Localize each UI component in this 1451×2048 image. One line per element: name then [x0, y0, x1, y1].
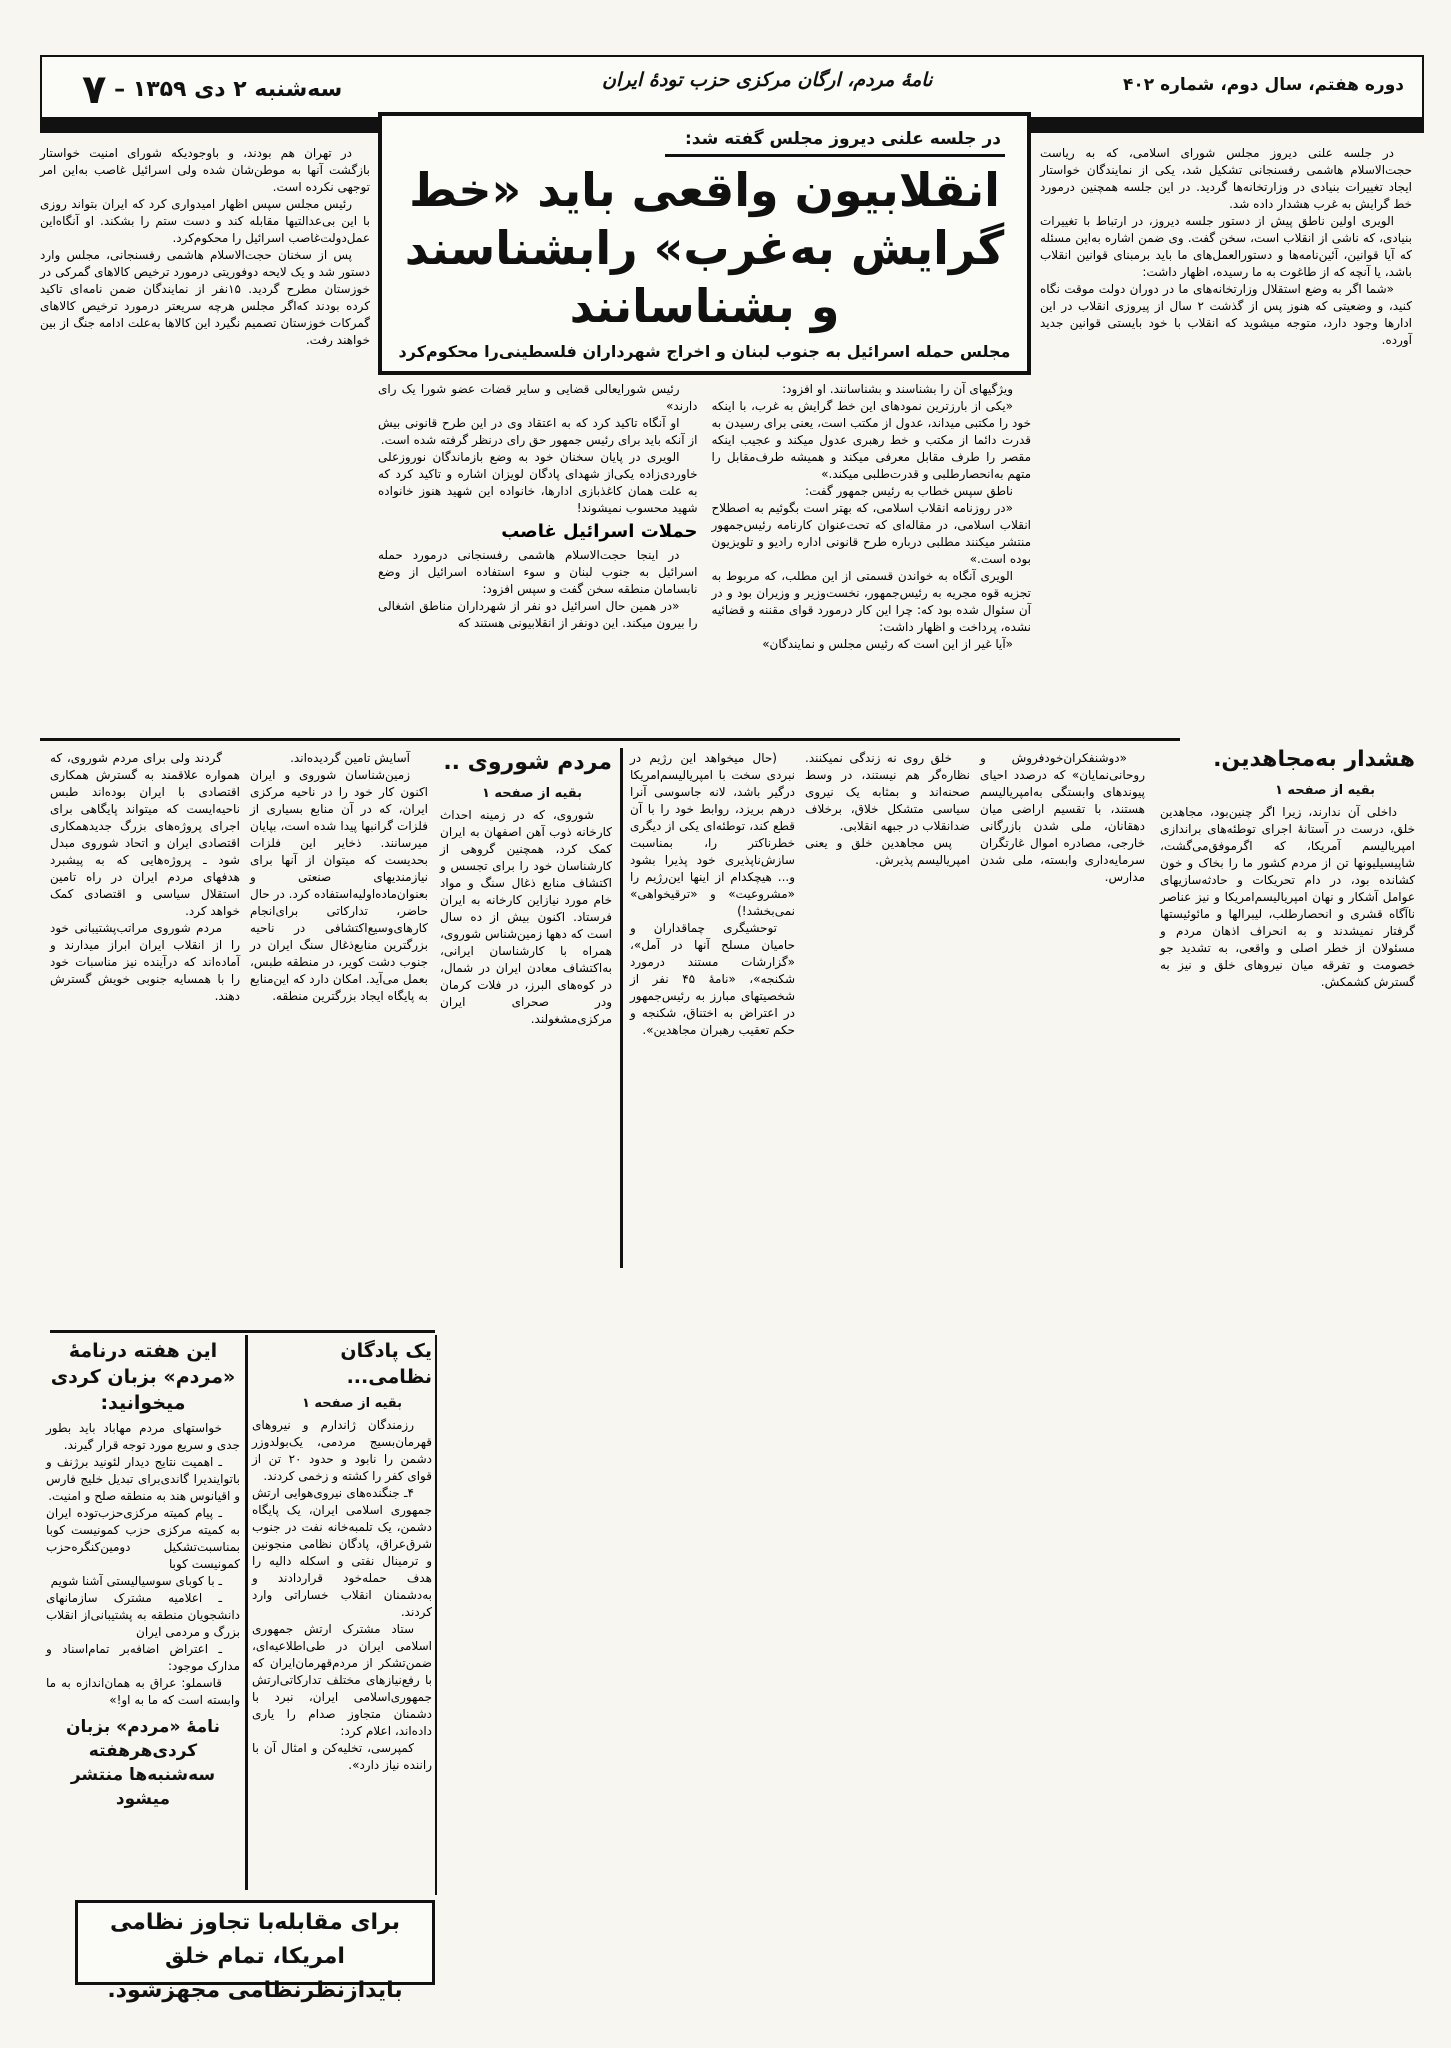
paragraph: رئیس مجلس سپس اظهار امیدواری کرد که ایران بتواند روزی با این بی‌عدالتیها مقابله کند و دست ستم را بشکند. او آنگاه‌این عمل‌دولت‌غاصب اسرائیل را محکوم‌کرد.	[40, 197, 370, 245]
subheadline: مجلس حمله اسرائیل به جنوب لبنان و اخراج شهرداران فلسطینی‌را محکوم‌کرد	[398, 342, 1011, 361]
paragraph: رئیس شورایعالی قضایی و سایر قضات عضو شورا یک رای دارند»	[378, 382, 698, 413]
lead-article-center-right-column	[712, 381, 1032, 653]
list-item: ـ اعتراض اضافه‌بر تمام‌اسناد و مدارک موجود:	[46, 1642, 240, 1673]
mojahedin-column-2	[980, 750, 1145, 886]
paragraph: ویژگیهای آن را بشناسند و بشناسانند. او افزود:	[782, 382, 1013, 396]
list-item: قاسملو: عراق به همان‌اندازه به ما وابسته است که ما به او!»	[46, 1676, 240, 1707]
ussr-article	[440, 748, 612, 1028]
mojahedin-column-3	[805, 750, 970, 869]
kicker-rule	[665, 154, 1005, 157]
paragraph: «آیا غیر از این است که رئیس مجلس و نمایندگان»	[762, 637, 1013, 651]
paragraph: زمین‌شناسان شوروی و ایران اکنون کار خود را در ناحیه مرکزی ایران، که در آن منابع بسیاری از فلزات گرانبها پیدا شده است، بپایان میرسانند. ذخایر این فلزات بحدیست که میتوان از آنها برای نیازمندیهای صنعتی و بعنوان‌ماده‌اولیه‌استفاده کرد. در حال حاضر، تدارکاتی برای‌انجام کارهای‌وسیع‌اکتشافی در ناحیه بزرگترین منابع‌ذغال سنگ ایران در جنوب دشت کویر، در منطقه طبس، بعمل می‌آید. امکان دارد که این‌منابع به پایگاه ایجاد بزرگترین منطقه.	[250, 768, 428, 1003]
paragraph: «شما اگر به وضع استقلال وزارتخانه‌های ما در دوران دولت موقت نگاه کنید، و وضعیتی که هنوز پس از گذشت ۲ سال از پیروزی انقلاب در این ادارها وجود دارد، متوجه میشوید که انقلاب با خود بایستی قوانین جدید آورده.	[1040, 282, 1412, 347]
section-divider	[40, 738, 1180, 741]
issue-number: دوره هفتم، سال دوم، شماره ۴۰۲	[1123, 75, 1404, 95]
paragraph: گردند ولی برای مردم شوروی، که همواره علاقمند به گسترش همکاری اقتصادی با ایران بوده‌اند طبس ناحیه‌ایست که میتواند پایگاهی برای اجرای پروژه‌های بزرگ جدیدهمکاری اقتصادی ایران و اتحاد شوروی مبدل شود ـ پروژه‌هایی که به پیشبرد هدفهای مردم ایران در راه تامین استقلال سیاسی و اقتصادی کمک خواهد کرد.	[50, 751, 240, 918]
list-item: ـ پیام کمیته مرکزی‌حزب‌توده ایران به کمیته مرکزی حزب کمونیست کوبا بمناسبت‌تشکیل دومین‌کنگره‌حزب کمونیست کوبا	[46, 1506, 240, 1571]
garrison-body	[252, 1417, 432, 1774]
paragraph: شوروی، که در زمینه احداث کارخانه ذوب آهن اصفهان به ایران کمک کرد، همچنین گروهی از کارشناسان خود را برای تجسس و اکتشاف منابع ذغال سنگ و مواد خام مورد نیازاین کارخانه به ایران فرستاد. اکنون بیش از ده سال است که دهها زمین‌شناس شوروی، همراه با کارشناسان ایرانی، به‌اکتشاف معادن ایران در شمال، در کوه‌های البرز، در فلات کرمان ودر صحرای ایران مرکزی‌مشغولند.	[440, 808, 612, 1026]
list-item: ـ اعلامیه مشترک سازمانهای دانشجویان منطقه به پشتیبانی‌از انقلاب بزرگ و مردمی ایران	[46, 1591, 240, 1639]
paragraph: (حال میخواهد این رژیم در نبردی سخت با امپریالیسم‌امریکا درگیر باشد، لانه جاسوسی آنرا درهم بریزد، روابط خود را با آن قطع کند، توطئه‌ای یکی از دیگری خطرناکتر را، بمناسبت سازش‌ناپذیری خود پذیرا بشود و... هیچکدام از اینها این‌رژیم را «مشروعیت» و «ترقیخواهی» نمی‌بخشد!)	[630, 751, 795, 918]
paragraph: رزمندگان ژاندارم و نیروهای قهرمان‌بسیج مردمی، یک‌بولدوزر دشمن را نابود و حدود ۲۰ تن از قوای کفر را کشته و زخمی کردند.	[252, 1418, 433, 1483]
mojahedin-column-1	[1160, 804, 1415, 991]
ussr-column-2	[250, 750, 428, 1005]
paragraph: «در روزنامه انقلاب اسلامی، که بهتر است بگوئیم به اصطلاح انقلاب اسلامی، در مقاله‌ای که تحت‌عنوان کارنامه رئیس‌جمهور منتشر میکنند مطلبی درباره طرح قانونی اداره رادیو و تلویزیون بوده است.»	[711, 501, 1031, 566]
paragraph: ۴ـ جنگنده‌های نیروی‌هوایی ارتش جمهوری اسلامی ایران، یک پایگاه دشمن، یک تلمبه‌خانه نفت در جنوب شرق‌عراق، پادگان نظامی منجونین و ترمینال نفتی و اسکله دالیه را هدف حمله‌خود قراردادند و به‌دشمنان انقلاب خساراتی وارد کردند.	[252, 1486, 432, 1619]
garrison-article	[252, 1338, 432, 1774]
garrison-heading: یک پادگان نظامی...	[340, 1340, 432, 1388]
headline-kicker: در جلسه علنی دیروز مجلس گفته شد:	[684, 129, 1001, 149]
ussr-column-1	[440, 807, 612, 1028]
column-rule	[620, 748, 623, 1268]
kurdish-edition-box	[46, 1338, 240, 1811]
kurdish-heading: این هفته درنامهٔ «مردم» بزبان کردی میخوانید:	[50, 1340, 236, 1414]
column-rule	[245, 1335, 248, 1890]
continued-label: بقیه از صفحه ۱	[301, 1396, 402, 1411]
issue-date	[82, 67, 342, 113]
israel-subheading: حملات اسرائیل غاصب	[501, 521, 698, 542]
lead-article-right-column	[1040, 145, 1412, 349]
paragraph: پس از سخنان حجت‌الاسلام هاشمی رفسنجانی، مجلس وارد دستور شد و یک لایحه دوفوریتی درمورد ترخیص کالا‌های گمرکی در خوزستان مطرح گردید. ۱۵نفر از نمایندگان ضمن نامه‌ای تاکید کرده بودند که‌اگر مجلس هرچه سریعتر درمورد ترخیص کالاهای گمرکات خوزستان تصمیم نگیرد این کالاها به‌علت ادامه جنگ از بین خواهند رفت.	[40, 248, 370, 347]
lead-article-left-column	[40, 145, 370, 349]
paragraph: الویری آنگاه به خواندن قسمتی از این مطلب، که مربوط به تجزیه قوه مجریه به رئیس‌جمهور، نخست‌وزیر و وزیران بود و در آن سئوال شده بود که: چرا این کار درمورد قوای مقننه و قضائیه نشده، پرداخت و اظهار داشت:	[711, 569, 1031, 634]
list-item: خواستهای مردم مهاباد باید بطور جدی و سریع مورد توجه قرار گیرند.	[46, 1421, 240, 1452]
paragraph: در جلسه علنی دیروز مجلس شورای اسلامی، که به ریاست حجت‌الاسلام هاشمی رفسنجانی تشکیل شد، یکی از نمایندگان خواستار ایجاد تغییرات بنیادی در وزارتخانه‌ها گردید. در این جلسه همچنین درمورد خط گرایش به غرب هشدار داده شد.	[1040, 146, 1412, 211]
paragraph: در اینجا حجت‌الاسلام هاشمی رفسنجانی درمورد حمله اسرائیل به جنوب لبنان و سوء استفاده اسرائیل از وضع نابسامان منطقه سخن گفت و سپس افزود:	[378, 548, 698, 596]
continued-label: بقیه از صفحه ۱	[1274, 783, 1375, 798]
date-text: سه‌شنبه ۲ دی ۱۳۵۹ –	[114, 77, 343, 102]
paragraph: در تهران هم بودند، و باوجودیکه شورای امنیت خواستار بازگشت آنها به موطن‌شان شده ولی اسرائیل غاصب به‌این امر توجهی نکرده است.	[40, 146, 370, 194]
mojahedin-heading: هشدار به‌مجاهدین.	[1213, 747, 1415, 772]
paragraph: توحشیگری چماقداران و حامیان مسلح آنها در آمل»، «گزارشات مستند درمورد شکنجه»، «نامهٔ ۴۵ نفر از شخصیتهای مبارز به رئیس‌جمهور در اعتراض به اختناق، شکنجه و حکم تعقیب رهبران مجاهدین».	[630, 921, 795, 1037]
continued-label: بقیه از صفحه ۱	[481, 786, 582, 801]
masthead	[40, 55, 1424, 119]
paragraph: ستاد مشترک ارتش جمهوری اسلامی ایران در طی‌اطلاعیه‌ای، ضمن‌تشکر از مردم‌قهرمان‌ایران که با رفع‌نیازهای مختلف تدارکاتی‌ارتش جمهوری‌اسلامی ایران، نبرد با دشمنان متجاوز صدام را یاری داده‌اند، اعلام کرد:	[252, 1622, 432, 1738]
paragraph: ناطق سپس خطاب به رئیس جمهور گفت:	[805, 484, 1013, 498]
paragraph: «دوشنفکران‌خودفروش و روحانی‌نمایان» که درصدد احیای پیوندهای وابستگی به‌امپریالیسم هستند، با تقسیم اراضی میان دهقانان، ملی شدن بازرگانی خارجی، مصادره اموال غارتگران سرمایه‌داری وابسته، ملی شدن مدارس.	[980, 751, 1145, 884]
ussr-continuation-column	[630, 750, 795, 1039]
paragraph: «در همین حال اسرائیل دو نفر از شهرداران مناطق اشغالی را بیرون میکند. این دونفر از انقلابیونی هستند که	[378, 599, 698, 630]
kurdish-footer: نامهٔ «مردم» بزبان کردی‌هرهفته سه‌شنبه‌ها منتشر میشود	[66, 1717, 220, 1809]
page-number: ۷	[82, 67, 107, 113]
paragraph: الویری اولین ناطق پیش از دستور جلسه دیروز، در ارتباط با تغییرات بنیادی، که ناشی از انقلاب است، سخن گفت. وی ضمن اشاره به‌این مسئله که آیا قوانین، آئین‌نامه‌ها و دستورالعمل‌های ما باید برمبنای قوانین انقلاب باشد، یا آنچه که از طاغوت به ما رسیده، اظهار داشت:	[1040, 214, 1412, 279]
paragraph: پس مجاهدین خلق و یعنی امپریالیسم پذیرش.	[805, 836, 970, 867]
paragraph: الویری در پایان سخنان خود به وضع بازماندگان نوروزعلی خاوردی‌زاده یکی‌از شهدای پادگان لویزان اشاره و تاکید کرد که به علت همان کاغذبازی ادارها، خانواده این شهید هنوز خانواده شهید محسوب نمیشوند!	[378, 450, 698, 515]
paragraph: خلق روی نه زندگی نمیکنند. نظاره‌گر هم نیستند، در وسط صحنه‌اند و بمثابه یک نیروی سیاسی متشکل خلاق، برخلاف ضدانقلاب در جبهه انقلابی.	[805, 751, 970, 833]
headline: انقلابیون واقعی باید «خط گرایش به‌غرب» رابشناسند و بشناسانند	[404, 163, 1005, 333]
mojahedin-article	[1160, 745, 1415, 991]
ussr-column-3	[50, 750, 240, 1005]
paragraph: داخلی آن ندارند، زیرا اگر چنین‌بود، مجاهدین خلق، درست در آستانهٔ اجرای توطئه‌های براندازی امپریالیسم آمریکا، که اگرموفق‌می‌گشت، شاپیسیلیونها تن از مردم کشور ما را بخاک و خون کشانده بود، در دام تحریکات و حادثه‌سازیهای عوامل آشکار و نهان امپریالیسم‌امریکا و نیز عناصر ناآگاه قشری و انحصارطلب، لیبرالها و مائوئیستها گرفتار نمیشدند و به انحراف اذهان مردم و مسئولان از خطر اصلی و واقعی، به تشدید جو خصومت و تفرقه میان نیروهای خلق و نیز به گسترش کشمکش.	[1160, 805, 1415, 989]
callout-box: برای مقابله‌با تجاوز نظامی امریکا، تمام خلق بایدازنظرنظامی مجهزشود.	[75, 1900, 435, 1985]
paragraph: آسایش تامین گردیده‌اند.	[290, 751, 410, 765]
paragraph: مردم شوروی مراتب‌پشتیبانی خود را از انقلاب ایران ابراز میدارند و آماده‌اند که درآینده نیز مناسبات خود را با همسایه جنوبی خویش گسترش دهند.	[50, 921, 240, 1003]
headline-box	[378, 112, 1031, 375]
list-item: ـ با کوبای سوسیالیستی آشنا شویم	[50, 1574, 222, 1588]
list-item: ـ اهمیت نتایج دیدار لئونید برژنف و باتوایندیرا گاندی‌برای تبدیل خلیج فارس و اقیانوس هند به منطقه صلح و امنیت.	[46, 1455, 240, 1503]
column-rule	[435, 1335, 437, 1895]
ussr-heading: مردم شوروی ..	[443, 750, 612, 775]
paragraph: «یکی از بارزترین نمودهای این خط گرایش به غرب، با اینکه خود را مکتبی میداند، عدول از مکتب است، یعنی برای رسیدن به قدرت دائما از مکتب و خط رهبری عدول میکند و عجیب اینکه مقصر را طرف مقابل معرفی میکند و همیشه طرف‌مقابل را متهم به‌انحصارطلبی و قدرت‌طلبی میکند.»	[711, 399, 1031, 481]
paragraph: او آنگاه تاکید کرد که به اعتقاد وی در این طرح قانونی بیش از آنکه باید برای رئیس جمهور حق رای درنظر گرفته شده است.	[378, 416, 698, 447]
paragraph: کمپرسی، تخلیه‌کن و امثال آن با راننده نیاز دارد».	[252, 1741, 432, 1772]
lead-article-center-left-column	[378, 381, 698, 653]
center-columns	[378, 381, 1031, 653]
lead-article-center	[378, 112, 1031, 653]
newspaper-name: نامهٔ مردم، ارگان مرکزی حزب تودهٔ ایران	[602, 69, 933, 91]
kurdish-items	[46, 1420, 240, 1709]
section-divider	[50, 1330, 435, 1333]
